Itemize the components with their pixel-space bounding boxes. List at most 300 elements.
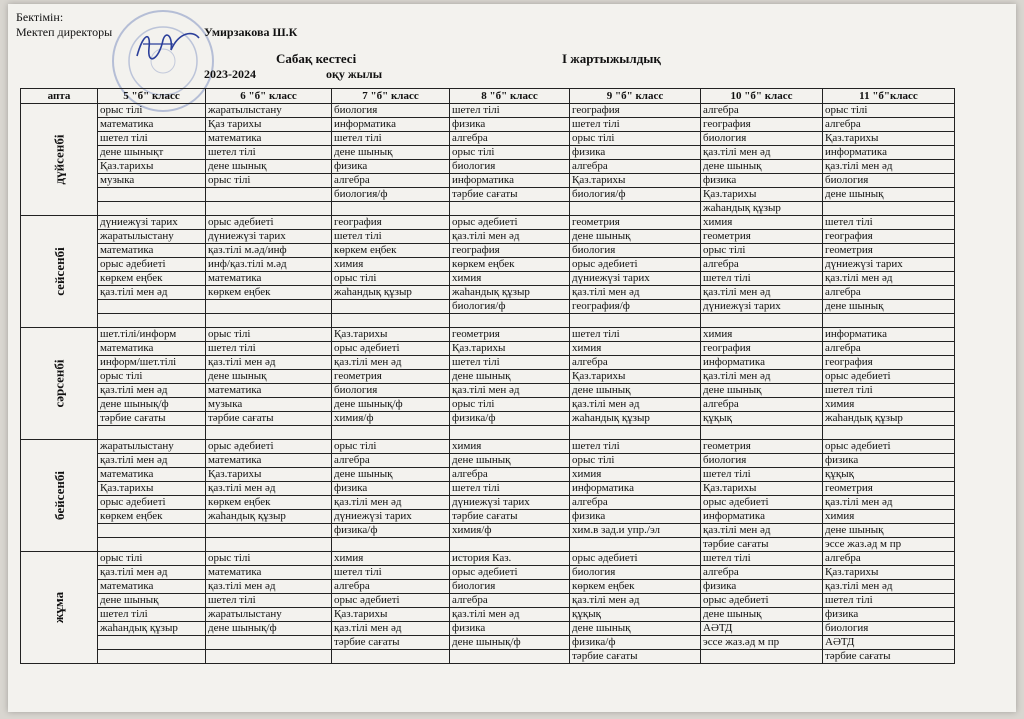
schedule-table: [20, 88, 955, 664]
lesson-cell: тәрбие сағаты: [332, 636, 450, 650]
column-header-class: 9 "б" класс: [570, 89, 701, 104]
lesson-cell: қаз.тілі мен әд: [823, 496, 955, 510]
lesson-cell: [823, 314, 955, 328]
lesson-cell: музыка: [206, 398, 332, 412]
table-row: [21, 496, 955, 510]
lesson-cell: орыс әдебиеті: [206, 440, 332, 454]
lesson-cell: дене шынық: [701, 608, 823, 622]
table-row: [21, 244, 955, 258]
lesson-cell: Қаз.тарихы: [823, 132, 955, 146]
lesson-cell: дене шынықт: [98, 146, 206, 160]
lesson-cell: көркем еңбек: [450, 258, 570, 272]
column-header-class: 11 "б"класс: [823, 89, 955, 104]
lesson-cell: [206, 524, 332, 538]
lesson-cell: [701, 650, 823, 664]
lesson-cell: биология: [332, 104, 450, 118]
lesson-cell: химия: [332, 258, 450, 272]
lesson-cell: шетел тілі: [701, 468, 823, 482]
lesson-cell: биология: [823, 174, 955, 188]
lesson-cell: орыс тілі: [206, 328, 332, 342]
lesson-cell: шетел тілі: [98, 132, 206, 146]
lesson-cell: жаратылыстану: [98, 440, 206, 454]
lesson-cell: алгебра: [701, 104, 823, 118]
lesson-cell: дене шынық: [823, 524, 955, 538]
lesson-cell: алгебра: [823, 118, 955, 132]
lesson-cell: қаз.тілі мен әд: [701, 370, 823, 384]
lesson-cell: физика/ф: [570, 636, 701, 650]
lesson-cell: орыс әдебиеті: [98, 258, 206, 272]
lesson-cell: орыс тілі: [450, 146, 570, 160]
lesson-cell: шетел тілі: [206, 342, 332, 356]
table-row: [21, 454, 955, 468]
lesson-cell: математика: [98, 468, 206, 482]
lesson-cell: орыс тілі: [206, 552, 332, 566]
day-label: сәрсенбі: [51, 359, 67, 408]
lesson-cell: [570, 314, 701, 328]
lesson-cell: шетел тілі: [570, 440, 701, 454]
lesson-cell: [98, 202, 206, 216]
table-row: [21, 524, 955, 538]
lesson-cell: құқық: [701, 412, 823, 426]
lesson-cell: [332, 314, 450, 328]
lesson-cell: дүниежүзі тарих: [332, 510, 450, 524]
lesson-cell: дене шынық: [98, 594, 206, 608]
column-header-class: 8 "б" класс: [450, 89, 570, 104]
lesson-cell: орыс тілі: [570, 454, 701, 468]
lesson-cell: география: [701, 342, 823, 356]
lesson-cell: тәрбие сағаты: [206, 412, 332, 426]
lesson-cell: химия: [570, 468, 701, 482]
table-row: [21, 398, 955, 412]
table-row: [21, 636, 955, 650]
table-row: [21, 286, 955, 300]
lesson-cell: музыка: [98, 174, 206, 188]
lesson-cell: физика: [823, 608, 955, 622]
lesson-cell: [823, 426, 955, 440]
column-header-class: 6 "б" класс: [206, 89, 332, 104]
lesson-cell: орыс әдебиеті: [450, 216, 570, 230]
lesson-cell: биология: [450, 580, 570, 594]
lesson-cell: физика: [570, 146, 701, 160]
lesson-cell: шет.тілі/информ: [98, 328, 206, 342]
lesson-cell: биология: [570, 566, 701, 580]
lesson-cell: қаз.тілі мен әд: [450, 608, 570, 622]
lesson-cell: алгебра: [450, 132, 570, 146]
school-year-suffix: оқу жылы: [326, 67, 383, 81]
lesson-cell: тәрбие сағаты: [701, 538, 823, 552]
lesson-cell: эссе жаз.әд м пр: [701, 636, 823, 650]
table-row: [21, 328, 955, 342]
lesson-cell: дене шынық: [823, 188, 955, 202]
lesson-cell: орыс тілі: [570, 132, 701, 146]
column-header-week: апта: [21, 89, 98, 104]
lesson-cell: [98, 538, 206, 552]
lesson-cell: қаз.тілі мен әд: [98, 454, 206, 468]
lesson-cell: дене шынық: [570, 622, 701, 636]
lesson-cell: математика: [206, 272, 332, 286]
school-year: 2023-2024: [204, 67, 256, 81]
table-row: [21, 258, 955, 272]
lesson-cell: алгебра: [450, 468, 570, 482]
lesson-cell: қаз.тілі мен әд: [570, 286, 701, 300]
column-header-class: 10 "б" класс: [701, 89, 823, 104]
column-header-class: 7 "б" класс: [332, 89, 450, 104]
lesson-cell: алгебра: [332, 580, 450, 594]
lesson-cell: көркем еңбек: [98, 510, 206, 524]
lesson-cell: математика: [98, 580, 206, 594]
lesson-cell: АӘТД: [701, 622, 823, 636]
table-row: [21, 608, 955, 622]
lesson-cell: орыс әдебиеті: [450, 566, 570, 580]
schedule-title: Сабақ кестесі: [276, 51, 357, 66]
lesson-cell: биология: [332, 384, 450, 398]
lesson-cell: орыс әдебиеті: [570, 258, 701, 272]
lesson-cell: қаз.тілі мен әд: [206, 580, 332, 594]
lesson-cell: дене шынық: [450, 454, 570, 468]
lesson-cell: тәрбие сағаты: [98, 412, 206, 426]
lesson-cell: дене шынық: [206, 370, 332, 384]
lesson-cell: физика: [450, 622, 570, 636]
lesson-cell: АӘТД: [823, 636, 955, 650]
lesson-cell: история Каз.: [450, 552, 570, 566]
lesson-cell: дене шынық: [701, 384, 823, 398]
lesson-cell: көркем еңбек: [98, 272, 206, 286]
lesson-cell: орыс тілі: [450, 398, 570, 412]
lesson-cell: жаһандық құзыр: [332, 286, 450, 300]
lesson-cell: [206, 650, 332, 664]
lesson-cell: орыс тілі: [701, 244, 823, 258]
lesson-cell: дүниежүзі тарих: [450, 496, 570, 510]
lesson-cell: математика: [206, 384, 332, 398]
table-row: [21, 188, 955, 202]
lesson-cell: география: [332, 216, 450, 230]
table-row: [21, 202, 955, 216]
lesson-cell: қаз.тілі м.әд/инф: [206, 244, 332, 258]
lesson-cell: шетел тілі: [332, 230, 450, 244]
lesson-cell: Қаз.тарихы: [570, 370, 701, 384]
lesson-cell: [206, 538, 332, 552]
lesson-cell: орыс әдебиеті: [701, 594, 823, 608]
table-row: [21, 384, 955, 398]
lesson-cell: [823, 202, 955, 216]
column-header-class: 5 "б" класс: [98, 89, 206, 104]
table-row: [21, 118, 955, 132]
table-row: [21, 174, 955, 188]
lesson-cell: дене шынық: [206, 160, 332, 174]
lesson-cell: инф/қаз.тілі м.әд: [206, 258, 332, 272]
lesson-cell: дүниежүзі тарих: [206, 230, 332, 244]
lesson-cell: қаз.тілі мен әд: [701, 286, 823, 300]
lesson-cell: физика: [823, 454, 955, 468]
lesson-cell: эссе жаз.әд м пр: [823, 538, 955, 552]
lesson-cell: математика: [98, 342, 206, 356]
lesson-cell: Қаз.тарихы: [98, 160, 206, 174]
table-row: [21, 552, 955, 566]
lesson-cell: шетел тілі: [823, 216, 955, 230]
lesson-cell: геометрия: [823, 244, 955, 258]
lesson-cell: география: [823, 230, 955, 244]
lesson-cell: биология/ф: [332, 188, 450, 202]
lesson-cell: қаз.тілі мен әд: [332, 622, 450, 636]
lesson-cell: шетел тілі: [701, 552, 823, 566]
table-row: [21, 538, 955, 552]
lesson-cell: қаз.тілі мен әд: [98, 384, 206, 398]
table-row: [21, 230, 955, 244]
lesson-cell: [206, 636, 332, 650]
day-label: бейсенбі: [51, 471, 67, 520]
lesson-cell: математика: [206, 454, 332, 468]
lesson-cell: [450, 426, 570, 440]
lesson-cell: шетел тілі: [570, 328, 701, 342]
lesson-cell: құқық: [570, 608, 701, 622]
day-label: дүйсенбі: [51, 134, 67, 185]
lesson-cell: геометрия: [570, 216, 701, 230]
lesson-cell: [450, 202, 570, 216]
lesson-cell: көркем еңбек: [332, 244, 450, 258]
lesson-cell: физика/ф: [332, 524, 450, 538]
lesson-cell: [450, 314, 570, 328]
lesson-cell: дене шынық/ф: [450, 636, 570, 650]
lesson-cell: [450, 538, 570, 552]
lesson-cell: физика/ф: [450, 412, 570, 426]
lesson-cell: алгебра: [332, 454, 450, 468]
lesson-cell: биология/ф: [450, 300, 570, 314]
table-row: [21, 426, 955, 440]
director-signature-icon: [133, 26, 203, 66]
lesson-cell: орыс тілі: [98, 552, 206, 566]
lesson-cell: [570, 426, 701, 440]
lesson-cell: Қаз.тарихы: [332, 608, 450, 622]
lesson-cell: физика: [701, 174, 823, 188]
table-row: [21, 314, 955, 328]
lesson-cell: химия: [570, 342, 701, 356]
lesson-cell: алгебра: [701, 566, 823, 580]
lesson-cell: [206, 314, 332, 328]
lesson-cell: физика: [332, 160, 450, 174]
lesson-cell: дене шынық: [332, 468, 450, 482]
lesson-cell: жаратылыстану: [98, 230, 206, 244]
lesson-cell: орыс тілі: [206, 174, 332, 188]
lesson-cell: құқық: [823, 468, 955, 482]
lesson-cell: дене шынық: [570, 384, 701, 398]
lesson-cell: информатика: [823, 146, 955, 160]
lesson-cell: орыс әдебиеті: [332, 342, 450, 356]
lesson-cell: [98, 636, 206, 650]
lesson-cell: шетел тілі: [823, 384, 955, 398]
lesson-cell: биология: [570, 244, 701, 258]
lesson-cell: химия/ф: [450, 524, 570, 538]
lesson-cell: информатика: [823, 328, 955, 342]
lesson-cell: [570, 538, 701, 552]
lesson-cell: дүниежүзі тарих: [570, 272, 701, 286]
approved-label: Бектімін:: [16, 10, 64, 24]
table-row: [21, 468, 955, 482]
lesson-cell: химия: [701, 328, 823, 342]
lesson-cell: орыс әдебиеті: [570, 552, 701, 566]
lesson-cell: қаз.тілі мен әд: [701, 524, 823, 538]
lesson-cell: орыс тілі: [98, 104, 206, 118]
lesson-cell: жаһандық құзыр: [570, 412, 701, 426]
lesson-cell: орыс тілі: [332, 272, 450, 286]
table-header-row: [21, 89, 955, 104]
lesson-cell: дүниежүзі тарих: [98, 216, 206, 230]
lesson-cell: жаратылыстану: [206, 608, 332, 622]
table-row: [21, 622, 955, 636]
lesson-cell: [450, 650, 570, 664]
lesson-cell: [206, 202, 332, 216]
lesson-cell: тәрбие сағаты: [570, 650, 701, 664]
lesson-cell: биология/ф: [570, 188, 701, 202]
lesson-cell: [98, 524, 206, 538]
table-row: [21, 440, 955, 454]
lesson-cell: жаһандық құзыр: [701, 202, 823, 216]
lesson-cell: география: [701, 118, 823, 132]
table-row: [21, 594, 955, 608]
lesson-cell: қаз.тілі мен әд: [206, 356, 332, 370]
lesson-cell: Қаз.тарихы: [450, 342, 570, 356]
lesson-cell: дене шынық: [450, 370, 570, 384]
lesson-cell: геометрия: [332, 370, 450, 384]
lesson-cell: биология: [450, 160, 570, 174]
lesson-cell: [701, 314, 823, 328]
lesson-cell: қаз.тілі мен әд: [98, 566, 206, 580]
table-row: [21, 580, 955, 594]
lesson-cell: [332, 426, 450, 440]
lesson-cell: информатика: [332, 118, 450, 132]
lesson-cell: қаз.тілі мен әд: [450, 384, 570, 398]
lesson-cell: тәрбие сағаты: [450, 510, 570, 524]
table-row: [21, 272, 955, 286]
lesson-cell: дүниежүзі тарих: [701, 300, 823, 314]
day-label: сейсенбі: [51, 247, 67, 296]
table-row: [21, 146, 955, 160]
lesson-cell: география: [823, 356, 955, 370]
lesson-cell: дене шынық: [570, 230, 701, 244]
lesson-cell: информатика: [450, 174, 570, 188]
lesson-cell: физика: [332, 482, 450, 496]
lesson-cell: информатика: [701, 510, 823, 524]
table-row: [21, 216, 955, 230]
lesson-cell: қаз.тілі мен әд: [98, 286, 206, 300]
lesson-cell: Қаз.тарихы: [206, 468, 332, 482]
lesson-cell: Қаз.тарихы: [701, 188, 823, 202]
lesson-cell: география: [570, 104, 701, 118]
lesson-cell: орыс әдебиеті: [701, 496, 823, 510]
lesson-cell: жаһандық құзыр: [98, 622, 206, 636]
table-row: [21, 412, 955, 426]
lesson-cell: математика: [98, 118, 206, 132]
lesson-cell: физика: [701, 580, 823, 594]
table-row: [21, 160, 955, 174]
lesson-cell: биология: [823, 622, 955, 636]
lesson-cell: көркем еңбек: [206, 286, 332, 300]
lesson-cell: шетел тілі: [332, 566, 450, 580]
lesson-cell: [332, 650, 450, 664]
lesson-cell: [98, 426, 206, 440]
table-row: [21, 510, 955, 524]
lesson-cell: Қаз.тарихы: [332, 328, 450, 342]
lesson-cell: хим.в зад.и упр./эл: [570, 524, 701, 538]
lesson-cell: шетел тілі: [450, 482, 570, 496]
lesson-cell: геометрия: [450, 328, 570, 342]
lesson-cell: орыс тілі: [823, 104, 955, 118]
table-row: [21, 356, 955, 370]
table-row: [21, 104, 955, 118]
lesson-cell: тәрбие сағаты: [823, 650, 955, 664]
lesson-cell: физика: [570, 510, 701, 524]
lesson-cell: алгебра: [570, 356, 701, 370]
lesson-cell: Қаз.тарихы: [701, 482, 823, 496]
lesson-cell: Қаз.тарихы: [570, 174, 701, 188]
lesson-cell: химия: [450, 272, 570, 286]
day-label-cell: [21, 216, 98, 328]
lesson-cell: химия: [823, 398, 955, 412]
lesson-cell: орыс әдебиеті: [206, 216, 332, 230]
lesson-cell: шетел тілі: [450, 356, 570, 370]
lesson-cell: жаратылыстану: [206, 104, 332, 118]
lesson-cell: шетел тілі: [98, 608, 206, 622]
lesson-cell: [206, 426, 332, 440]
day-label: жұма: [51, 591, 67, 624]
lesson-cell: алгебра: [823, 342, 955, 356]
lesson-cell: қаз.тілі мен әд: [206, 482, 332, 496]
lesson-cell: [332, 202, 450, 216]
semester-label: І жартыжылдық: [562, 51, 661, 66]
lesson-cell: дене шынық: [701, 160, 823, 174]
table-row: [21, 482, 955, 496]
lesson-cell: шетел тілі: [823, 594, 955, 608]
lesson-cell: алгебра: [701, 398, 823, 412]
lesson-cell: информ/шет.тілі: [98, 356, 206, 370]
lesson-cell: Қаз.тарихы: [823, 566, 955, 580]
lesson-cell: геометрия: [823, 482, 955, 496]
lesson-cell: геометрия: [701, 230, 823, 244]
lesson-cell: алгебра: [701, 258, 823, 272]
lesson-cell: география/ф: [570, 300, 701, 314]
lesson-cell: [98, 300, 206, 314]
lesson-cell: математика: [206, 132, 332, 146]
lesson-cell: жаһандық құзыр: [206, 510, 332, 524]
lesson-cell: дене шынық/ф: [98, 398, 206, 412]
lesson-cell: химия: [450, 440, 570, 454]
lesson-cell: шетел тілі: [701, 272, 823, 286]
table-row: [21, 132, 955, 146]
lesson-cell: дене шынық: [823, 300, 955, 314]
lesson-cell: қаз.тілі мен әд: [823, 580, 955, 594]
lesson-cell: [701, 426, 823, 440]
table-row: [21, 342, 955, 356]
lesson-cell: орыс әдебиеті: [823, 370, 955, 384]
lesson-cell: алгебра: [570, 160, 701, 174]
lesson-cell: [332, 538, 450, 552]
lesson-cell: дене шынық: [332, 146, 450, 160]
lesson-cell: орыс әдебиеті: [823, 440, 955, 454]
lesson-cell: биология: [701, 454, 823, 468]
lesson-cell: алгебра: [823, 552, 955, 566]
lesson-cell: көркем еңбек: [206, 496, 332, 510]
lesson-cell: қаз.тілі мен әд: [701, 146, 823, 160]
director-label: Мектеп директоры: [16, 25, 113, 39]
lesson-cell: биология: [701, 132, 823, 146]
lesson-cell: математика: [206, 566, 332, 580]
lesson-cell: химия: [823, 510, 955, 524]
lesson-cell: шетел тілі: [570, 118, 701, 132]
table-row: [21, 566, 955, 580]
lesson-cell: қаз.тілі мен әд: [570, 398, 701, 412]
lesson-cell: [332, 300, 450, 314]
lesson-cell: Қаз.тарихы: [98, 482, 206, 496]
day-label-cell: [21, 328, 98, 440]
